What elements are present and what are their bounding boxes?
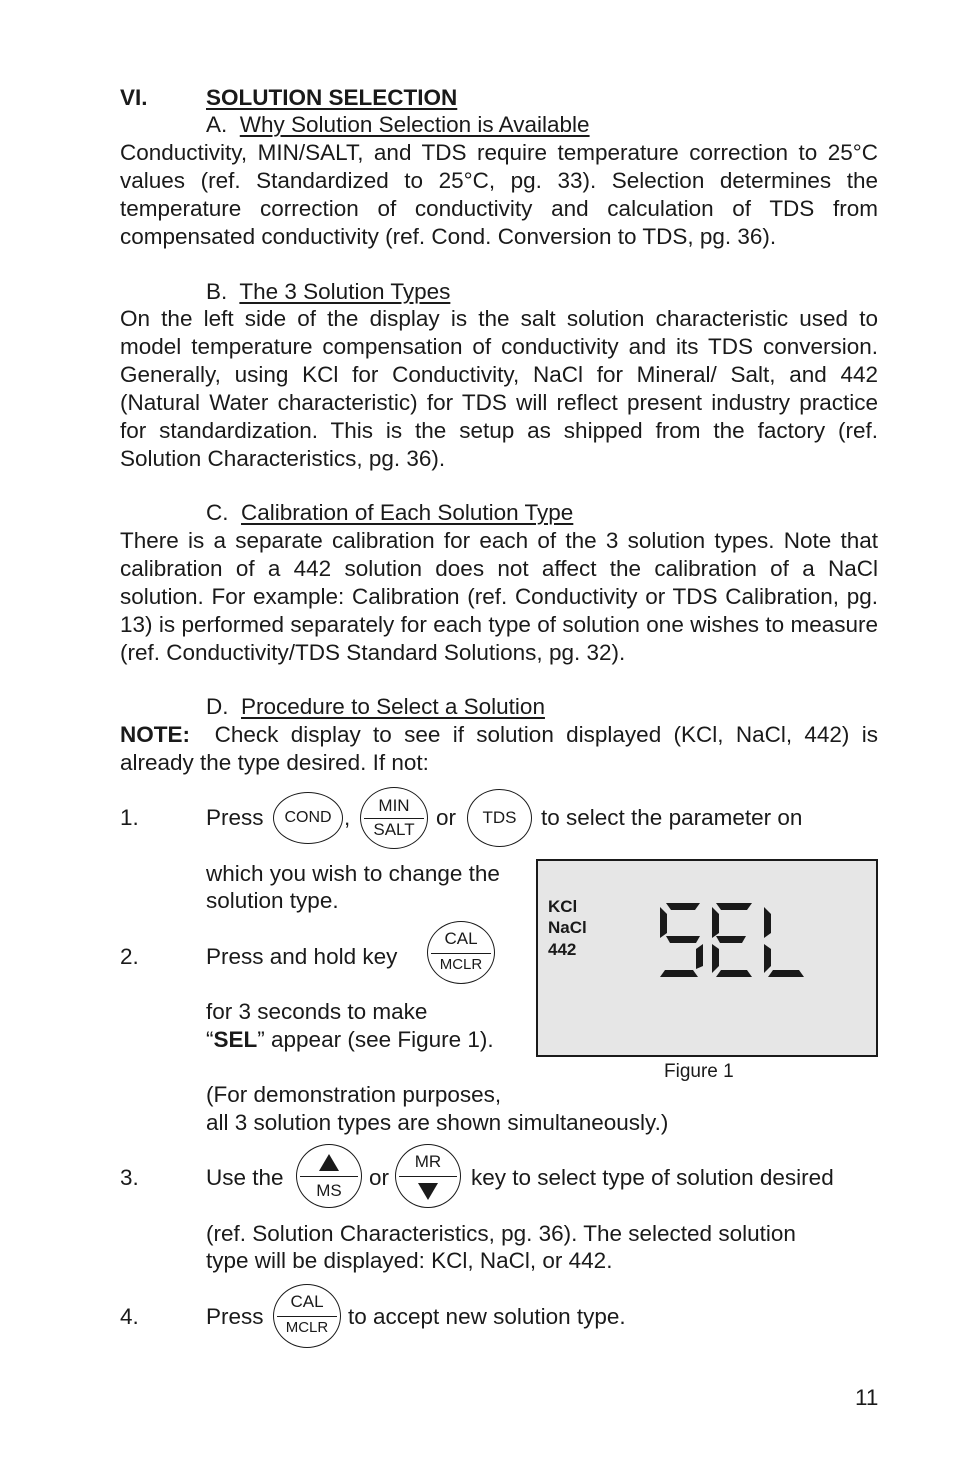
step-4-number: 4.	[120, 1304, 139, 1329]
subsection-title: Calibration of Each Solution Type	[241, 500, 574, 525]
step-1-number: 1.	[120, 805, 139, 830]
subsection-c-body: There is a separate calibration for each of the 3 solution types. Note that calibration of a 442 solution does not affect the calibration of a NaCl solution. For example: Calibration (ref. Conductivity or TDS Calibration, pg. 13) is performed separately for each type of solution one wishes to measure (ref. Conductivity/TDS Standard Solutions, pg. 32).	[120, 528, 878, 665]
solution-kcl: KCl	[548, 897, 578, 916]
step-2-cont-1: for 3 seconds to make	[206, 999, 428, 1024]
subsection-a-heading	[206, 111, 590, 139]
subsection-letter: A.	[206, 112, 228, 137]
down-arrow-icon	[396, 1183, 460, 1200]
key-divider	[399, 1176, 457, 1177]
subsection-letter: C.	[206, 500, 229, 525]
step-3-number: 3.	[120, 1165, 139, 1190]
key-divider	[277, 1316, 337, 1317]
solution-442: 442	[548, 940, 577, 959]
note-text: Check display to see if solution displayed (KCl, NaCl, 442) is already the type desired. If not:	[120, 722, 878, 775]
step-2-demo-1: (For demonstration purposes,	[206, 1082, 502, 1107]
subsection-title: Procedure to Select a Solution	[241, 694, 545, 719]
page-number: 11	[855, 1385, 879, 1410]
step-2-cont-2-rest: ” appear (see Figure 1).	[257, 1027, 494, 1052]
step-3-or: or	[369, 1165, 390, 1190]
step-3-text: key to select type of solution desired	[471, 1165, 834, 1190]
min-salt-key	[360, 787, 428, 849]
step-1-cont-1: which you wish to change the	[206, 861, 500, 886]
lcd-display-figure	[536, 859, 878, 1057]
subsection-letter: D.	[206, 694, 229, 719]
subsection-c-heading	[206, 499, 573, 527]
step-4-text: to accept new solution type.	[348, 1304, 626, 1329]
tds-key	[467, 789, 532, 847]
subsection-b-body: On the left side of the display is the salt solution characteristic used to model temperature compensation of conductivity and its TDS conversion. Generally, using KCl for Conductivity, NaCl for Mineral/ Salt, and 442 (Natural Water characteristic) for TDS will reflect present industry practice for standardization. This is the setup as shipped from the factory (ref. Solution Characteristics, pg. 36).	[120, 306, 878, 471]
step-2-number: 2.	[120, 944, 139, 969]
step-1-cont-2: solution type.	[206, 888, 339, 913]
ms-label: MS	[316, 1181, 342, 1200]
step-4-press: Press	[206, 1304, 264, 1329]
step-2-cont-2	[206, 1026, 494, 1054]
subsection-title: Why Solution Selection is Available	[239, 112, 590, 137]
step-1-comma: ,	[344, 805, 351, 830]
step-1-press: Press	[206, 805, 264, 830]
sel-segment-readout	[656, 903, 816, 977]
solution-nacl: NaCl	[548, 918, 587, 937]
mclr-label: MCLR	[439, 956, 483, 973]
section-title: SOLUTION SELECTION	[206, 85, 458, 110]
step-1-text: to select the parameter on	[541, 805, 803, 830]
figure-caption: Figure 1	[664, 1061, 734, 1082]
step-3-cont-1: (ref. Solution Characteristics, pg. 36). The selected solution	[206, 1221, 796, 1246]
key-divider	[364, 818, 424, 819]
step-2-text: Press and hold key	[206, 944, 398, 969]
subsection-d-heading	[206, 693, 545, 721]
section-number: VI.	[120, 85, 148, 110]
step-3-cont-2: type will be displayed: KCl, NaCl, or 442.	[206, 1248, 613, 1273]
note-label: NOTE:	[120, 722, 190, 747]
cal-label: CAL	[290, 1292, 324, 1311]
salt-label: SALT	[373, 820, 415, 839]
step-1-or: or	[436, 805, 457, 830]
quote-open: “	[206, 1027, 214, 1052]
cond-key	[273, 792, 343, 844]
subsection-b-heading	[206, 278, 450, 306]
min-label: MIN	[378, 796, 410, 815]
step-2-demo-2: all 3 solution types are shown simultaneously.)	[206, 1110, 669, 1135]
note-paragraph	[120, 721, 878, 777]
subsection-title: The 3 Solution Types	[239, 279, 451, 304]
tds-key-label: TDS	[482, 808, 517, 827]
subsection-a-body: Conductivity, MIN/SALT, and TDS require temperature correction to 25°C values (ref. Standardized to 25°C, pg. 33). Selection determines the temperature correction of conductivity and calculation of TDS from compensated conductivity (ref. Cond. Conversion to TDS, pg. 36).	[120, 140, 878, 249]
ms-up-key	[296, 1144, 362, 1208]
cal-label: CAL	[444, 929, 478, 948]
key-divider	[300, 1176, 358, 1177]
mclr-label: MCLR	[285, 1319, 329, 1336]
step-3-use: Use the	[206, 1165, 284, 1190]
mr-label: MR	[414, 1152, 442, 1171]
cal-mclr-key	[273, 1284, 341, 1348]
cal-mclr-key	[427, 921, 495, 984]
sel-word: SEL	[213, 1027, 258, 1052]
up-arrow-icon	[297, 1154, 361, 1171]
key-divider	[431, 953, 491, 954]
subsection-letter: B.	[206, 279, 228, 304]
cond-key-label: COND	[284, 809, 332, 826]
mr-down-key	[395, 1144, 461, 1208]
